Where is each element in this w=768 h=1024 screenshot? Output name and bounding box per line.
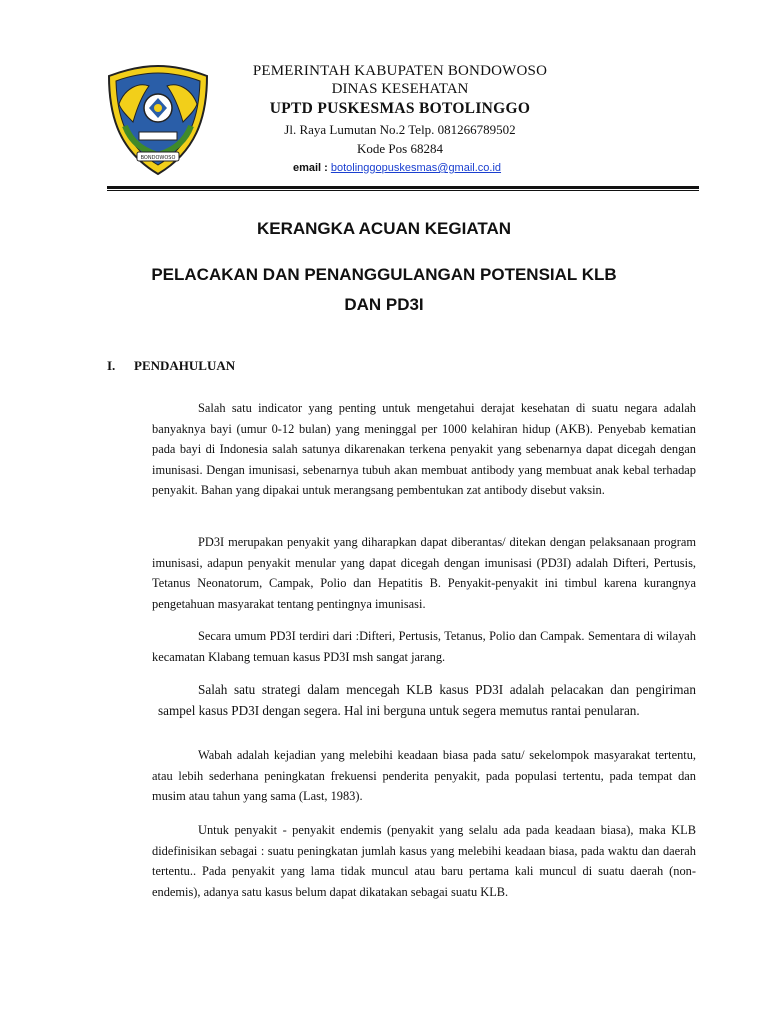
paragraph-text: Salah satu indicator yang penting untuk mengetahui derajat kesehatan di suatu negara adalah banyaknya bayi (umur 0-12 bulan) yang meninggal per 1000 kelahiran hidup (AKB). Penyebab kematian pada bayi di Indonesia salah satunya dikarenakan terkena penyakit yang sebenarnya dapat dicegah dengan imunisasi. Dengan imunisasi, sebenarnya tubuh akan membuat antibody yang membuat anak kebal terhadap penyakit. Bahan yang dipakai untuk merangsang pembentukan zat antibody disebut vaksin.	[152, 401, 696, 498]
letterhead-postcode: Kode Pos 68284	[357, 141, 443, 156]
paragraph	[152, 626, 696, 667]
paragraph	[152, 398, 696, 501]
document-title: KERANGKA ACUAN KEGIATAN	[256, 219, 512, 238]
logo-text: BONDOWOSO	[140, 155, 176, 161]
section-title: PENDAHULUAN	[134, 358, 236, 373]
paragraph-text: Secara umum PD3I terdiri dari :Difteri, Pertusis, Tetanus, Polio dan Campak. Sementara di wilayah kecamatan Klabang temuan kasus PD3I msh sangat jarang.	[152, 629, 696, 664]
letterhead-government: PEMERINTAH KABUPATEN BONDOWOSO	[252, 63, 548, 79]
paragraph	[152, 745, 696, 807]
letterhead-department: DINAS KESEHATAN	[331, 81, 469, 97]
letterhead	[200, 62, 600, 178]
paragraph-text: Untuk penyakit - penyakit endemis (penyakit yang selalu ada pada keadaan biasa), maka KLB didefinisikan sebagai : suatu peningkatan jumlah kasus yang melebihi keadaan biasa, pada waktu dan daerah tertentu.. Pada penyakit yang lama tidak muncul atau baru pertama kali muncul di suatu daerah (non-endemis), adanya satu kasus belum dapat dikatakan sebagai suatu KLB.	[152, 823, 696, 899]
document-subtitle	[0, 260, 768, 320]
paragraph-text: Wabah adalah kejadian yang melebihi keadaan biasa pada satu/ sekelompok masyarakat tertentu, atau lebih sederhana peningkatan frekuensi penderita penyakit, pada populasi tertentu, pada tempat dan musim atau tahun yang sama (Last, 1983).	[152, 748, 696, 804]
paragraph	[158, 680, 696, 721]
letterhead-rule-thin	[107, 190, 699, 191]
letterhead-institution: UPTD PUSKESMAS BOTOLINGGO	[269, 100, 531, 117]
section-number: I.	[107, 358, 116, 373]
email-label: email :	[292, 162, 328, 174]
paragraph	[152, 820, 696, 902]
paragraph-text: Salah satu strategi dalam mencegah KLB kasus PD3I adalah pelacakan dan pengiriman sampel kasus PD3I dengan segera. Hal ini berguna untuk segera memutus rantai penularan.	[158, 682, 696, 718]
paragraph	[152, 532, 696, 614]
email-link[interactable]: botolinggopuskesmas@gmail.co.id	[330, 162, 502, 174]
letterhead-email-line	[194, 158, 600, 178]
paragraph-text: PD3I merupakan penyakit yang diharapkan dapat diberantas/ ditekan dengan pelaksanaan program imunisasi, adapun penyakit menular yang dapat dicegah dengan imunisasi (PD3I) adalah Difteri, Pertusis, Tetanus Neonatorum, Campak, Polio dan Hepatitis B. Penyakit-penyakit ini timbul karena kurangnya pengetahuan masyarakat tentang pentingnya imunisasi.	[152, 535, 696, 611]
letterhead-address: Jl. Raya Lumutan No.2 Telp. 081266789502	[284, 122, 516, 137]
section-heading	[107, 358, 235, 374]
subtitle-line-2: DAN PD3I	[344, 295, 424, 314]
letterhead-rule-thick	[107, 186, 699, 189]
subtitle-line-1: PELACAKAN DAN PENANGGULANGAN POTENSIAL KLB	[151, 265, 617, 284]
